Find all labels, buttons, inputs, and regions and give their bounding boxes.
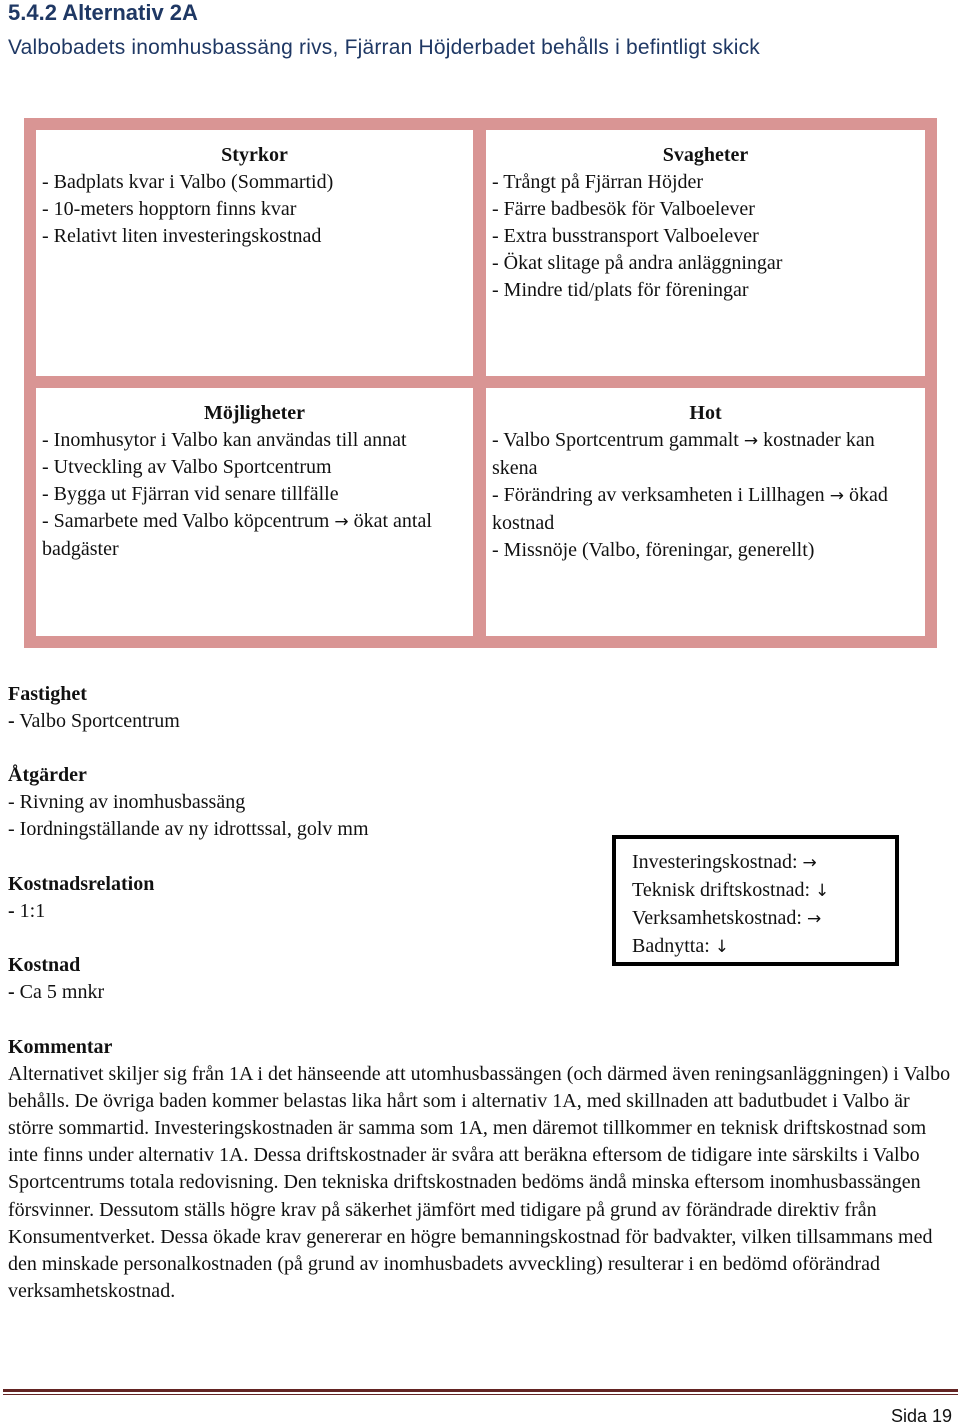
threat-item [492,482,919,537]
strength-item: - 10-meters hopptorn finns kvar [42,198,297,220]
comment-text: Alternativet skiljer sig från 1A i det hänseende att utomhusbassängen (och därmed även reningsanläggningen) i Valbo behålls. De övriga baden kommer belastas lika hårt som i alternativ 1A, med skillnaden att badutbudet i Valbo är större sommartid. Investeringskostnaden är samma som 1A, men däremot tillkommer en teknisk driftskostnad som inte finns under alternativ 1A. Dessa driftskostnader är svåra att beräkna eftersom de tidigare inte särskilts i Valbo Sportcentrums totala redovisning. Den tekniska driftskostnaden bedöms ändå minska eftersom inomhusbassängen försvinner. Dessutom ställs högre krav på säkerhet jämfört med tidigare på grund av förändrade direktiv från Konsumentverket. Dessa ökade krav genererar en högre bemanningskostnad för badvakter, vilken tillsammans med den minskade personalkostnaden (på grund av inomhusbadets avveckling) resulterar i en bedömd oförändrad verksamhetskostnad. [8,1063,951,1302]
measures-section [8,762,369,843]
footer-rule-thin [3,1394,958,1395]
indicator-label: Investeringskostnad: [632,851,798,873]
indicator-label: Badnytta: [632,935,710,957]
section-subheading: Valbobadets inomhusbassäng rivs, Fjärran Höjderbadet behålls i befintligt skick [8,36,760,59]
weakness-item: - Extra busstransport Valboelever [492,225,759,247]
down-arrow-icon: ↓ [815,881,830,901]
swot-opportunities [36,388,473,636]
indicator-label: Teknisk driftskostnad: [632,879,811,901]
cost-relation-value [8,898,154,925]
swot-threats [486,388,925,636]
cost-indicator-row [632,849,895,877]
threat-text: kostnader kan skena [492,429,875,479]
right-arrow-icon: → [806,909,822,929]
threat-item: - Missnöje (Valbo, föreningar, generellt) [492,539,815,561]
property-title: Fastighet [8,683,87,705]
opportunity-item: - Inomhusytor i Valbo kan användas till annat [42,429,407,451]
opportunity-item [42,508,467,563]
property-text: Valbo Sportcentrum [19,710,180,732]
page-number: Sida 19 [890,1406,952,1426]
threat-text: ökad kostnad [492,484,888,534]
right-arrow-icon: → [829,486,844,506]
right-arrow-icon: → [743,431,759,451]
threats-title: Hot [689,402,722,424]
right-arrow-icon: → [334,512,349,532]
cost-relation-section [8,871,154,925]
swot-matrix [24,118,937,648]
cost-relation-text: 1:1 [19,900,46,922]
cost-value [8,979,104,1006]
right-arrow-icon: → [802,853,817,873]
weakness-item: - Trångt på Fjärran Höjder [492,171,704,193]
dash: - [8,710,15,732]
measures-title: Åtgärder [8,764,87,786]
cost-indicator-row [632,933,895,961]
cost-indicator-box [612,835,899,966]
cost-indicator-row [632,905,895,933]
section-heading: 5.4.2 Alternativ 2A [8,0,198,25]
cost-relation-title: Kostnadsrelation [8,873,155,895]
cost-section [8,952,104,1006]
measure-item: - Iordningställande av ny idrottssal, golv mm [8,818,369,840]
cost-title: Kostnad [8,954,81,976]
dash: - [8,981,15,1003]
weakness-item: - Färre badbesök för Valboelever [492,198,755,220]
property-value [8,708,180,735]
threat-text: - Förändring av verksamheten i Lillhagen [492,484,825,506]
swot-strengths [36,130,473,376]
strength-item: - Badplats kvar i Valbo (Sommartid) [42,171,334,193]
weakness-item: - Mindre tid/plats för föreningar [492,279,749,301]
strength-item: - Relativt liten investeringskostnad [42,225,322,247]
weaknesses-title: Svagheter [662,144,749,166]
footer-rule [3,1389,958,1392]
opportunities-title: Möjligheter [203,402,306,424]
dash: - [8,900,15,922]
swot-weaknesses [486,130,925,376]
opportunity-item: - Bygga ut Fjärran vid senare tillfälle [42,483,339,505]
strengths-title: Styrkor [221,144,288,166]
cost-text: Ca 5 mnkr [19,981,105,1003]
comment-title: Kommentar [8,1036,113,1058]
measure-item: - Rivning av inomhusbassäng [8,791,246,813]
opportunity-text: - Samarbete med Valbo köpcentrum [42,510,330,532]
cost-indicator-row [632,877,895,905]
indicator-label: Verksamhetskostnad: [632,907,802,929]
threat-item [492,427,919,482]
weakness-item: - Ökat slitage på andra anläggningar [492,252,783,274]
property-section [8,681,180,735]
opportunity-item: - Utveckling av Valbo Sportcentrum [42,456,332,478]
comment-section [8,1034,953,1305]
opportunity-text: ökat antal badgäster [42,510,432,560]
threat-text: - Valbo Sportcentrum gammalt [492,429,739,451]
down-arrow-icon: ↓ [714,937,730,957]
